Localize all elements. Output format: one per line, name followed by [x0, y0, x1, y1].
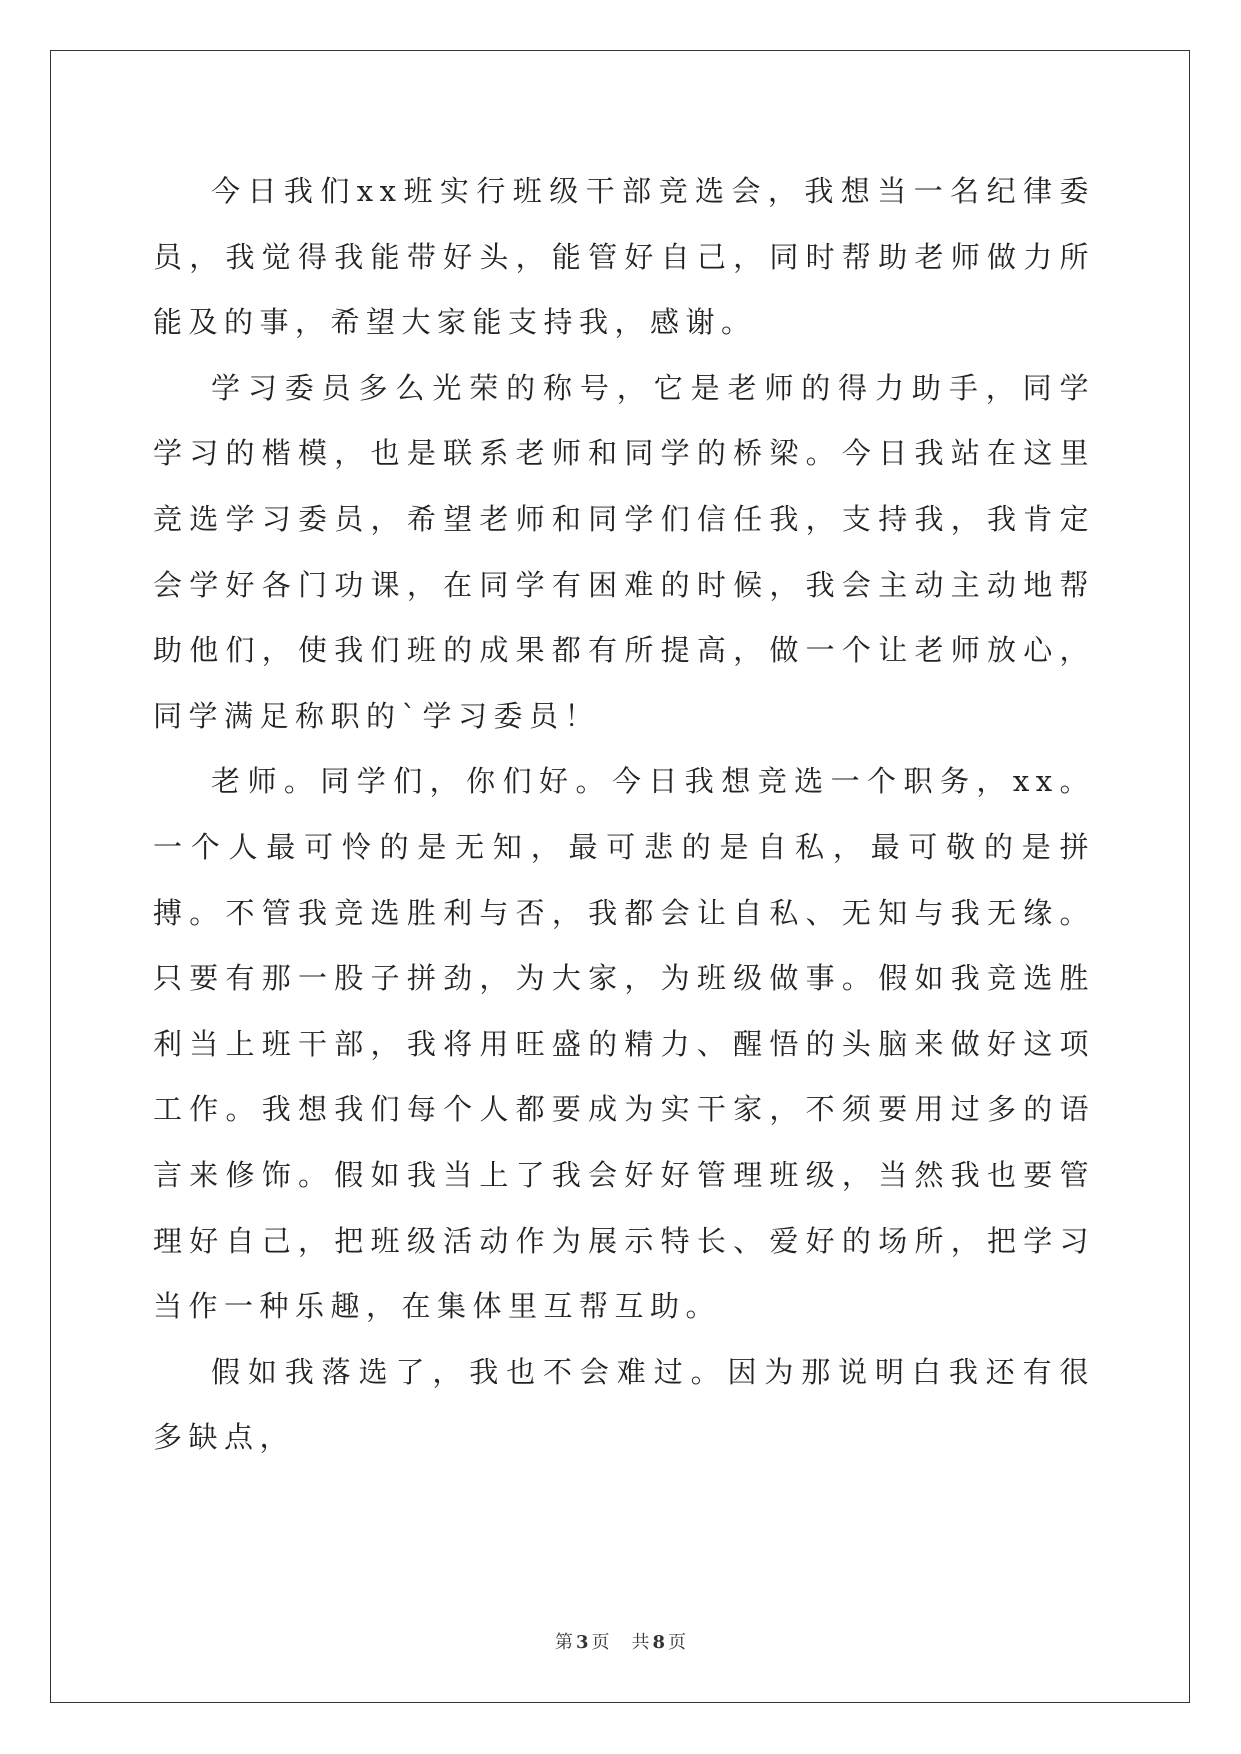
- paragraph-4: 假如我落选了，我也不会难过。因为那说明白我还有很多缺点，: [153, 1354, 1095, 1455]
- document-body: [153, 159, 1095, 1471]
- page-total-prefix: 共: [631, 1632, 650, 1653]
- page-total-number: 8: [652, 1632, 666, 1653]
- paragraph-3: 老师。同学们，你们好。今日我想竞选一个职务，xx。一个人最可怜的是无知，最可悲的是自私，最可敬的是拼搏。不管我竞选胜利与否，我都会让自私、无知与我无缘。只要有那一股子拼劲，为大家，为班级做事。假如我竞选胜利当上班干部，我将用旺盛的精力、醒悟的头脑来做好这项工作。我想我们每个人都要成为实干家，不须要用过多的语言来修饰。假如我当上了我会好好管理班级，当然我也要管理好自己，把班级活动作为展示特长、爱好的场所，把学习当作一种乐趣，在集体里互帮互助。: [153, 764, 1095, 1324]
- page-number-prefix: 第: [554, 1632, 573, 1653]
- page-number-current: 3: [575, 1632, 589, 1653]
- page-footer: [0, 1628, 1241, 1654]
- page-number-suffix: 页: [591, 1632, 610, 1653]
- paragraph-1: 今日我们xx班实行班级干部竞选会，我想当一名纪律委员，我觉得我能带好头，能管好自己，同时帮助老师做力所能及的事，希望大家能支持我，感谢。: [153, 174, 1095, 340]
- paragraph-2: 学习委员多么光荣的称号，它是老师的得力助手，同学学习的楷模，也是联系老师和同学的桥梁。今日我站在这里竞选学习委员，希望老师和同学们信任我，支持我，我肯定会学好各门功课，在同学有困难的时候，我会主动主动地帮助他们，使我们班的成果都有所提高，做一个让老师放心，同学满足称职的`学习委员！: [153, 370, 1095, 733]
- page-total-suffix: 页: [668, 1632, 687, 1653]
